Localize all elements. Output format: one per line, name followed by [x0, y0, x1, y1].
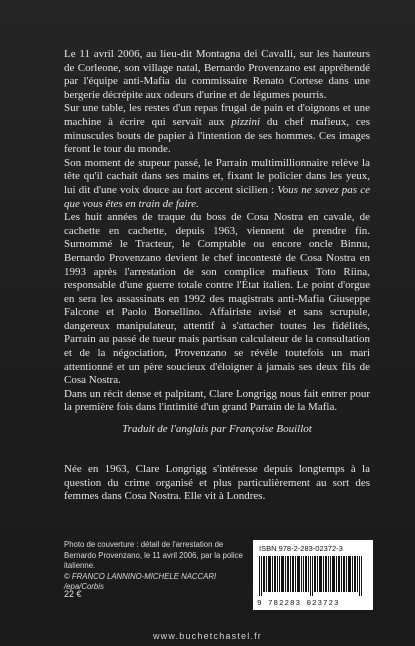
- summary-paragraph-2: Sur une table, les restes d'un repas frugal de pain et d'oignons et une machine à écrire qui servait aux pizzini du chef mafieux, ces minuscules bouts de papier à l'intention de ses hommes. Ces images feront le tour du monde.: [64, 102, 371, 156]
- price-label: 22 €: [64, 589, 82, 599]
- photo-credit: [64, 540, 244, 593]
- photo-credit-copyright: © FRANCO LANNINO-MICHELE NACCARI /epa/Corbis: [64, 571, 217, 591]
- summary-paragraph-4: Les huit années de traque du boss de Cosa Nostra en cavale, de cachette en cachette, depuis 1963, viennent de prendre fin. Surnommé le Tracteur, le Comptable ou encore oncle Binnu, Bernardo Provenzano devient le chef incontesté de Cosa Nostra en 1993 après l'arrestation de son complice mafieux Toto Riina, responsable d'une guerre totale contre l'État italien. Le point d'orgue en sera les assassinats en 1992 des magistrats anti-Mafia Giuseppe Falcone et Paolo Borsellino. Affairiste avisé et sans scrupule, dangereux manipulateur, attentif à s'attacher toutes les fidélités, Parrain au passé de tueur mais partisan calculateur de la consultation et de la négociation, Provenzano se révèle toutefois un mari attentionné et un père soucieux d'éloigner à jamais ses deux fils de Cosa Nostra.: [64, 211, 370, 387]
- summary-text: [64, 48, 370, 437]
- summary-paragraph-1: Le 11 avril 2006, au lieu-dit Montagna dei Cavalli, sur les hauteurs de Corleone, son village natal, Bernardo Provenzano est appréhendé par l'équipe anti-Mafia du commissaire Renato Cortese dans une bergerie décrépite aux odeurs d'urine et de légumes pourris.: [64, 48, 370, 101]
- isbn-text: ISBN 978-2-283-02372-3: [259, 544, 343, 553]
- barcode-icon: [257, 556, 369, 596]
- author-bio: Née en 1963, Clare Longrigg s'intéresse depuis longtemps à la question du crime organisé et plus particulièrement au sort des femmes dans Cosa Nostra. Elle vit à Londres.: [64, 463, 370, 503]
- summary-paragraph-5: Dans un récit dense et palpitant, Clare Longrigg nous fait entrer pour la première fois dans l'intimité d'un grand Parrain de la Mafia.: [64, 387, 370, 414]
- translation-credit: Traduit de l'anglais par Françoise Bouillot: [122, 423, 312, 436]
- barcode-digits: 9 782283 023723: [257, 600, 340, 608]
- pizzini-term: pizzini: [231, 115, 261, 128]
- photo-credit-caption: Photo de couverture : détail de l'arrestation de Bernardo Provenzano, le 11 avril 2006, par la police italienne.: [64, 540, 243, 570]
- summary-paragraph-3: Son moment de stupeur passé, le Parrain multimillionnaire relève la tête qu'il cachait dans ses mains et, fixant le policier dans les yeux, lui dit d'une voix douce au fort accent sicilien : Vous ne savez pas ce que vous êtes en train de faire.: [64, 156, 370, 210]
- publisher-url: www.buchetchastel.fr: [152, 631, 263, 641]
- quote-italic: Vous ne savez pas ce que vous êtes en train de faire.: [64, 183, 370, 210]
- barcode-panel: [253, 540, 373, 610]
